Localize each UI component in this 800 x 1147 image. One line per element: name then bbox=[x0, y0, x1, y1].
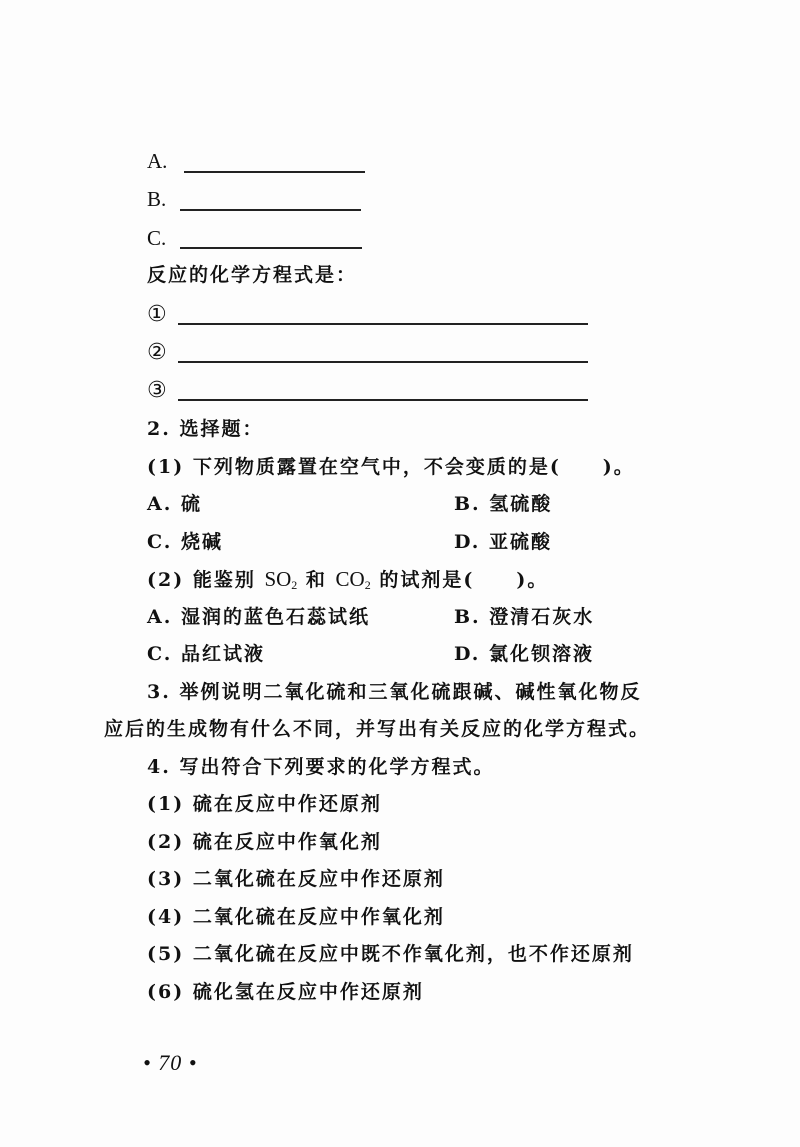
question-4-item-6: (6) 硫化氢在反应中作还原剂 bbox=[147, 981, 424, 1003]
answer-blank-c[interactable] bbox=[180, 247, 362, 249]
answer-blank-a[interactable] bbox=[184, 171, 365, 173]
question-4-item-2: (2) 硫在反应中作氧化剂 bbox=[147, 831, 382, 853]
formula-so2-subscript: 2 bbox=[291, 578, 298, 592]
question-4-title: 4. 写出符合下列要求的化学方程式。 bbox=[147, 756, 495, 778]
equation-prompt: 反应的化学方程式是： bbox=[147, 264, 358, 286]
question-4-item-5: (5) 二氧化硫在反应中既不作氧化剂，也不作还原剂 bbox=[147, 943, 634, 965]
formula-co2-subscript: 2 bbox=[364, 578, 371, 592]
formula-so2 bbox=[264, 567, 297, 591]
equation-blank-1[interactable] bbox=[178, 323, 588, 325]
page-number: • 70 • bbox=[143, 1050, 198, 1075]
stem-middle: 和 bbox=[297, 569, 336, 591]
question-3-line-2: 应后的生成物有什么不同，并写出有关反应的化学方程式。 bbox=[104, 718, 651, 740]
question-2-1-option-d[interactable]: D. 亚硫酸 bbox=[454, 531, 553, 553]
stem-prefix: (2) 能鉴别 bbox=[147, 569, 265, 591]
blank-label-c: C. bbox=[147, 226, 167, 250]
equation-label-2: ② bbox=[147, 340, 167, 365]
question-4-item-3: (3) 二氧化硫在反应中作还原剂 bbox=[147, 868, 445, 890]
question-2-1-option-c[interactable]: C. 烧碱 bbox=[147, 531, 224, 553]
question-2-1-option-b[interactable]: B. 氢硫酸 bbox=[454, 493, 553, 515]
formula-co2 bbox=[336, 567, 371, 591]
stem-suffix: 的试剂是( )。 bbox=[370, 569, 549, 591]
question-2-1-option-a[interactable]: A. 硫 bbox=[147, 493, 202, 515]
blank-label-a: A. bbox=[147, 149, 168, 173]
question-2-1-stem: (1) 下列物质露置在空气中，不会变质的是( )。 bbox=[147, 456, 635, 478]
equation-label-3: ③ bbox=[147, 378, 167, 403]
question-2-2-option-c[interactable]: C. 品红试液 bbox=[147, 643, 266, 665]
question-2-2-option-d[interactable]: D. 氯化钡溶液 bbox=[454, 643, 595, 665]
blank-label-b: B. bbox=[147, 187, 167, 211]
question-2-2-stem bbox=[147, 566, 548, 593]
question-2-title: 2. 选择题： bbox=[147, 418, 264, 440]
equation-blank-2[interactable] bbox=[178, 361, 588, 363]
answer-blank-b[interactable] bbox=[180, 209, 361, 211]
question-4-item-1: (1) 硫在反应中作还原剂 bbox=[147, 793, 382, 815]
question-3-line-1: 3. 举例说明二氧化硫和三氧化硫跟碱、碱性氧化物反 bbox=[147, 681, 642, 703]
question-2-2-option-a[interactable]: A. 湿润的蓝色石蕊试纸 bbox=[147, 606, 370, 628]
formula-so2-main: SO bbox=[264, 567, 292, 591]
question-4-item-4: (4) 二氧化硫在反应中作氧化剂 bbox=[147, 906, 445, 928]
equation-blank-3[interactable] bbox=[178, 399, 588, 401]
formula-co2-main: CO bbox=[335, 567, 365, 591]
question-2-2-option-b[interactable]: B. 澄清石灰水 bbox=[454, 606, 595, 628]
equation-label-1: ① bbox=[147, 302, 167, 327]
